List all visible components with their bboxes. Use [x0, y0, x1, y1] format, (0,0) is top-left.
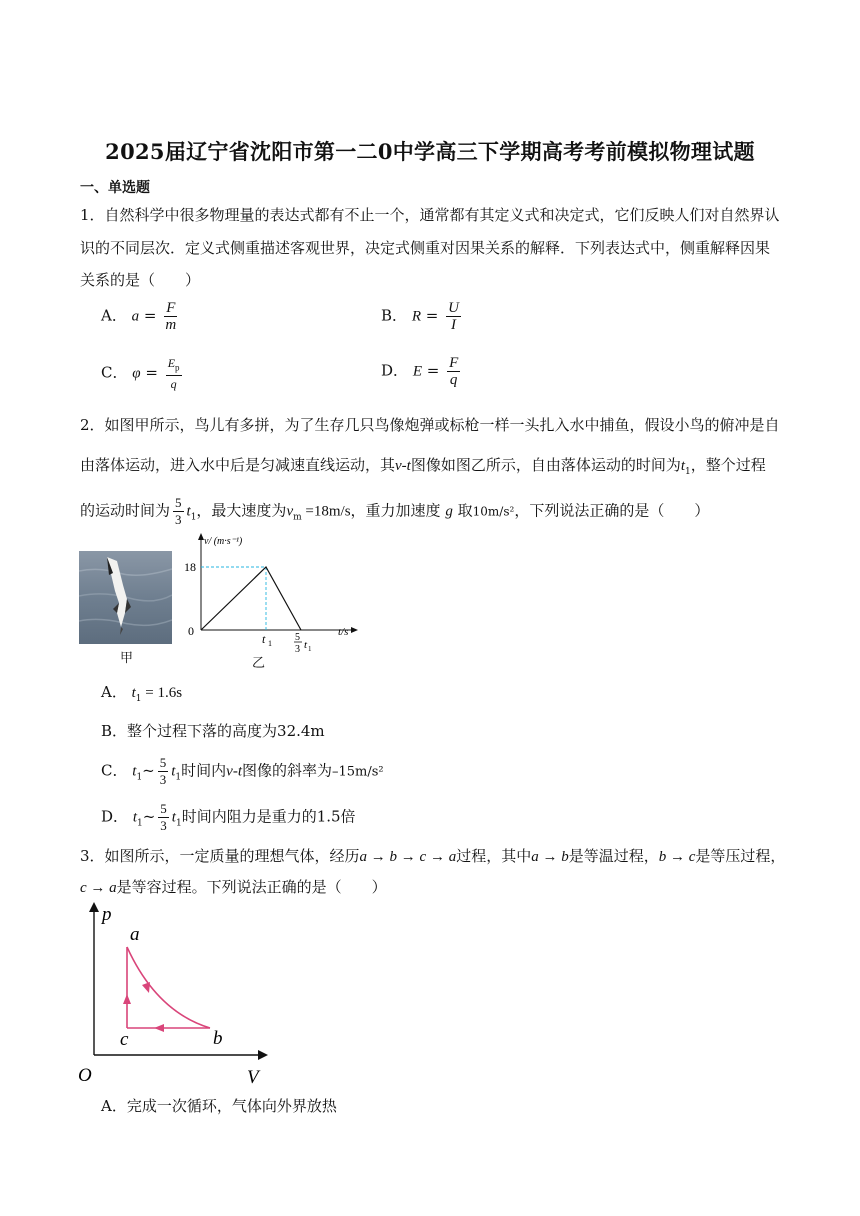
vt-graph [180, 532, 360, 662]
graph-t1: t [262, 632, 266, 646]
origin-label: O [78, 1065, 92, 1085]
figure-jia-label: 甲 [120, 651, 134, 666]
graph-ylabel: v/ (m·s⁻¹) [204, 536, 243, 547]
q1-option-d: D． E = $\frac{F}{q}$ [381, 355, 459, 388]
graph-t1-sub: 1 [268, 639, 272, 648]
q3-line-2: c → a是等容过程。下列说法正确的是（ ） [80, 878, 387, 896]
point-b-label: b [213, 1028, 223, 1049]
q1-option-c: C． φ = $\frac{E_p}{q}$ [101, 356, 180, 392]
svg-text:1: 1 [308, 645, 312, 653]
q1-line-3: 关系的是（ ） [80, 271, 201, 289]
bird-diving-photo [79, 551, 172, 644]
page-title: 2025届辽宁省沈阳市第一二0中学高三下学期高考考前模拟物理试题 [105, 139, 755, 164]
q2-line-1: 2．如图甲所示，鸟儿有多拼，为了生存几只鸟像炮弹或标枪一样一头扎入水中捕鱼，假设小鸟的俯冲是自 [80, 416, 780, 434]
isothermal-curve [127, 947, 210, 1028]
q2-option-a: A． $t_1 = 1.6s$ [101, 683, 183, 704]
q2-option-d: D． $t_1\sim$ $\frac{5}{3}$ $t_1$时间内阻力是重力的1.5倍 [101, 801, 356, 833]
point-c-label: c [120, 1029, 129, 1050]
q1-line-2: 识的不同层次．定义式侧重描述客观世界，决定式侧重对因果关系的解释．下列表达式中，侧重解释因果 [80, 239, 771, 257]
graph-xlabel: t/s [338, 626, 349, 638]
graph-origin: 0 [188, 624, 194, 638]
q1-line-1: 1．自然科学中很多物理量的表达式都有不止一个，通常都有其定义式和决定式，它们反映人们对自然界认 [80, 206, 780, 224]
section-heading: 一、单选题 [80, 180, 150, 196]
figure-yi-label: 乙 [252, 656, 266, 671]
q1-option-a: A． a = $\frac{F}{m}$ [101, 300, 177, 333]
point-a-label: a [130, 924, 140, 945]
graph-three: 3 [295, 644, 300, 655]
q2-line-3: 的运动时间为 $\frac{5}{3}$ $t_1$，最大速度为$v_m =18m/s$，重力加速度 g 取10m/s²，下列说法正确的是（ ） [80, 495, 710, 527]
q2-line-2: 由落体运动，进入水中后是匀减速直线运动，其v-t图像如图乙所示，自由落体运动的时间为$t_1$，整个过程 [80, 456, 766, 477]
pv-graph [72, 900, 282, 1085]
vt-line [201, 567, 301, 630]
graph-y18: 18 [184, 560, 196, 574]
q2-option-b: B．整个过程下落的高度为32.4m [101, 722, 325, 740]
q3-line-1: 3．如图所示，一定质量的理想气体，经历a → b → c → a过程，其中a → b是等温过程，b → c是等压过程， [80, 847, 786, 865]
q1-option-b: B． R = $\frac{U}{I}$ [381, 300, 459, 333]
q2-option-c: C． $t_1\sim$ $\frac{5}{3}$ $t_1$时间内v-t图像的斜率为–15m/s² [101, 755, 384, 787]
q3-option-a: A．完成一次循环，气体向外界放热 [101, 1097, 337, 1115]
axis-p-label: p [102, 904, 112, 925]
axis-v-label: V [247, 1067, 259, 1085]
svg-text:t: t [304, 639, 308, 651]
graph-five: 5 [295, 632, 300, 643]
